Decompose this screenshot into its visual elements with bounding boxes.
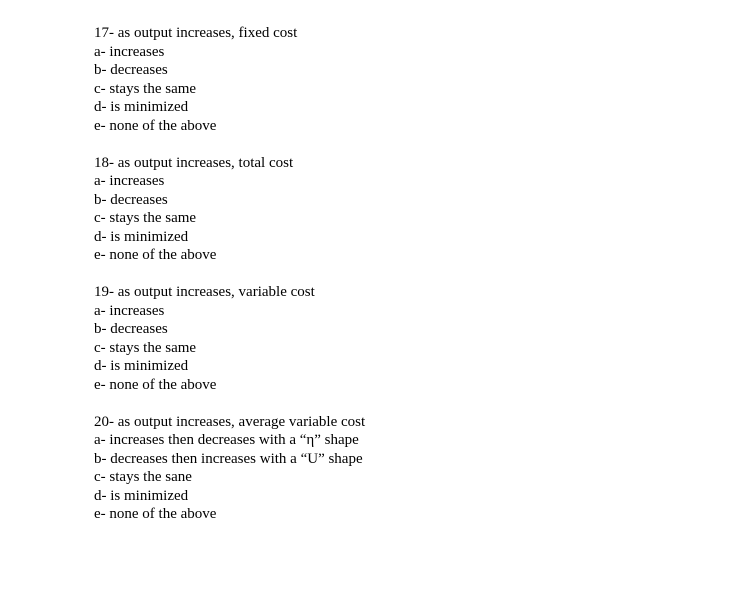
question-prompt: 20- as output increases, average variable cost	[94, 413, 366, 430]
question-prompt: 17- as output increases, fixed cost	[94, 25, 298, 41]
answer-option-d: d- is minimized	[94, 99, 189, 115]
answer-option-a: a- increases	[94, 302, 165, 319]
answer-option-b: b- decreases then increases with a “U” shape	[94, 450, 363, 467]
answer-option-e: e- none of the above	[94, 376, 217, 393]
answer-option-a: a- increases	[94, 173, 165, 189]
answer-option-c: c- stays the same	[94, 339, 197, 356]
answer-option-a: a- increases	[94, 43, 165, 60]
answer-option-e: e- none of the above	[94, 117, 217, 134]
question-prompt: 19- as output increases, variable cost	[94, 284, 315, 300]
question-20	[94, 413, 714, 524]
answer-option-b: b- decreases	[94, 321, 168, 337]
document-page	[94, 24, 714, 542]
answer-option-d: d- is minimized	[94, 358, 189, 374]
answer-option-c: c- stays the same	[94, 210, 197, 226]
answer-option-a: a- increases then decreases with a “η” shape	[94, 432, 359, 448]
question-17	[94, 24, 714, 135]
answer-option-e: e- none of the above	[94, 506, 217, 522]
question-19	[94, 283, 714, 394]
answer-option-d: d- is minimized	[94, 228, 189, 245]
answer-option-b: b- decreases	[94, 191, 168, 208]
answer-option-c: c- stays the sane	[94, 469, 192, 485]
question-18	[94, 154, 714, 265]
answer-option-e: e- none of the above	[94, 247, 217, 263]
answer-option-b: b- decreases	[94, 62, 168, 78]
answer-option-d: d- is minimized	[94, 487, 189, 504]
answer-option-c: c- stays the same	[94, 80, 197, 97]
question-prompt: 18- as output increases, total cost	[94, 154, 294, 171]
